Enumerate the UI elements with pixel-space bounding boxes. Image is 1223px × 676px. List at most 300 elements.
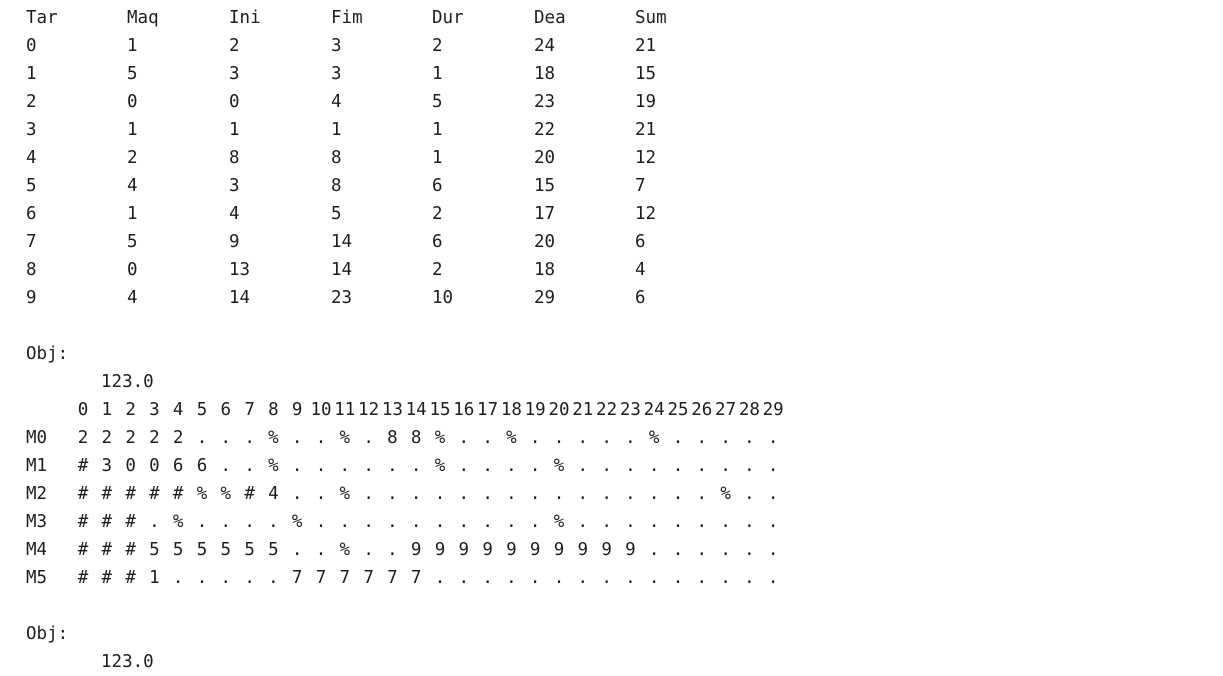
time-header: 8 <box>268 400 279 420</box>
gantt-cell: . <box>410 456 422 476</box>
gantt-cell: 0 <box>149 456 160 476</box>
objective-value: 123.0 <box>101 372 154 392</box>
table-cell: 2 <box>432 204 443 224</box>
gantt-cell: . <box>506 512 517 532</box>
gantt-cell: 6 <box>172 456 184 476</box>
gantt-cell: . <box>672 484 684 504</box>
gantt-cell: # <box>77 484 89 504</box>
time-header: 10 <box>310 400 332 420</box>
table-cell: 5 <box>127 64 138 84</box>
gantt-cell: . <box>648 540 660 560</box>
time-header: 1 <box>101 400 113 420</box>
gantt-cell: # <box>125 484 136 504</box>
table-cell: 10 <box>432 288 454 308</box>
gantt-cell: 2 <box>149 428 160 448</box>
gantt-cell: # <box>172 484 184 504</box>
table-cell: 12 <box>635 148 657 168</box>
table-cell: 5 <box>127 232 138 252</box>
time-header: 21 <box>572 400 594 420</box>
gantt-cell: % <box>648 428 660 448</box>
gantt-cell: . <box>672 568 684 588</box>
time-header: 19 <box>524 400 546 420</box>
gantt-objective-line <box>0 592 1223 672</box>
gantt-cell: # <box>125 540 136 560</box>
gantt-row <box>0 536 1223 564</box>
table-cell: 3 <box>331 36 342 56</box>
gantt-cell: . <box>363 456 374 476</box>
column-header: Fim <box>331 8 363 28</box>
table-cell: 3 <box>229 64 240 84</box>
time-header: 5 <box>196 400 208 420</box>
time-header: 17 <box>477 400 499 420</box>
machine-label: M0 <box>26 428 48 448</box>
gantt-cell: # <box>149 484 160 504</box>
table-cell: 8 <box>26 260 37 280</box>
time-header: 16 <box>453 400 475 420</box>
table-cell: 24 <box>534 36 556 56</box>
table-cell: 9 <box>26 288 37 308</box>
gantt-cell: . <box>220 568 232 588</box>
gantt-cell: . <box>696 428 708 448</box>
time-header: 6 <box>220 400 232 420</box>
gantt-cell: . <box>625 456 636 476</box>
time-header: 3 <box>149 400 160 420</box>
gantt-row <box>0 480 1223 508</box>
gantt-cell: . <box>720 540 731 560</box>
gantt-cell: . <box>625 568 636 588</box>
gantt-cell: 2 <box>77 428 89 448</box>
column-header: Tar <box>26 8 58 28</box>
time-header: 4 <box>172 400 184 420</box>
task-table-header <box>0 4 1223 32</box>
table-cell: 1 <box>331 120 342 140</box>
gantt-cell: 9 <box>506 540 517 560</box>
table-cell: 21 <box>635 36 657 56</box>
gantt-cell: 7 <box>410 568 422 588</box>
gantt-cell: . <box>601 428 612 448</box>
gantt-cell: . <box>196 428 208 448</box>
objective-value: 123.0 <box>101 652 154 672</box>
gantt-row <box>0 452 1223 480</box>
gantt-cell: . <box>696 540 708 560</box>
gantt-cell: # <box>125 568 136 588</box>
gantt-cell: . <box>315 512 327 532</box>
gantt-row <box>0 508 1223 536</box>
time-header: 27 <box>715 400 737 420</box>
table-cell: 0 <box>127 260 138 280</box>
machine-label: M4 <box>26 540 48 560</box>
table-cell: 6 <box>635 232 646 252</box>
gantt-row <box>0 424 1223 452</box>
gantt-cell: . <box>744 456 755 476</box>
gantt-cell: . <box>744 568 755 588</box>
task-objective-line <box>0 312 1223 392</box>
gantt-cell: . <box>648 512 660 532</box>
gantt-cell: . <box>767 484 779 504</box>
table-cell: 18 <box>534 260 556 280</box>
gantt-cell: . <box>720 428 731 448</box>
gantt-cell: 8 <box>387 428 398 448</box>
table-cell: 3 <box>26 120 37 140</box>
gantt-cell: 2 <box>101 428 113 448</box>
time-header: 15 <box>429 400 451 420</box>
table-cell: 0 <box>26 36 37 56</box>
gantt-cell: 7 <box>363 568 374 588</box>
gantt-cell: 5 <box>244 540 255 560</box>
gantt-cell: # <box>125 512 136 532</box>
gantt-cell: . <box>387 484 398 504</box>
gantt-cell: % <box>553 456 565 476</box>
gantt-cell: 5 <box>149 540 160 560</box>
time-header: 20 <box>548 400 570 420</box>
table-cell: 5 <box>432 92 443 112</box>
gantt-cell: . <box>625 512 636 532</box>
table-cell: 14 <box>331 260 353 280</box>
gantt-cell: . <box>767 540 779 560</box>
table-cell: 4 <box>331 92 342 112</box>
gantt-cell: . <box>648 484 660 504</box>
table-cell: 14 <box>331 232 353 252</box>
table-cell: 1 <box>229 120 240 140</box>
time-header: 11 <box>334 400 356 420</box>
table-cell: 3 <box>331 64 342 84</box>
gantt-cell: . <box>244 512 255 532</box>
table-cell: 18 <box>534 64 556 84</box>
gantt-cell: . <box>268 512 279 532</box>
gantt-cell: % <box>434 456 446 476</box>
gantt-cell: 0 <box>125 456 136 476</box>
gantt-cell: # <box>77 568 89 588</box>
gantt-cell: . <box>744 428 755 448</box>
table-cell: 22 <box>534 120 556 140</box>
table-cell: 21 <box>635 120 657 140</box>
gantt-cell: . <box>220 456 232 476</box>
time-header: 23 <box>619 400 641 420</box>
gantt-cell: % <box>196 484 208 504</box>
table-cell: 19 <box>635 92 657 112</box>
gantt-cell: . <box>601 484 612 504</box>
gantt-cell: . <box>577 568 589 588</box>
gantt-cell: % <box>268 428 279 448</box>
gantt-cell: 2 <box>172 428 184 448</box>
gantt-cell: . <box>363 512 374 532</box>
table-cell: 2 <box>432 36 443 56</box>
gantt-cell: . <box>577 428 589 448</box>
gantt-cell: . <box>220 428 232 448</box>
gantt-cell: . <box>553 568 565 588</box>
gantt-cell: . <box>244 428 255 448</box>
gantt-cell: . <box>601 512 612 532</box>
gantt-cell: % <box>506 428 517 448</box>
gantt-cell: 9 <box>529 540 541 560</box>
gantt-cell: . <box>220 512 232 532</box>
gantt-cell: . <box>434 484 446 504</box>
table-row <box>0 228 1223 256</box>
table-cell: 1 <box>432 120 443 140</box>
gantt-cell: 9 <box>410 540 422 560</box>
gantt-cell: . <box>720 456 731 476</box>
gantt-cell: . <box>672 428 684 448</box>
time-header: 7 <box>244 400 255 420</box>
gantt-cell: . <box>601 568 612 588</box>
table-row <box>0 88 1223 116</box>
table-cell: 7 <box>26 232 37 252</box>
gantt-cell: . <box>767 568 779 588</box>
gantt-cell: # <box>77 540 89 560</box>
gantt-cell: . <box>387 512 398 532</box>
table-cell: 6 <box>432 176 443 196</box>
gantt-cell: 4 <box>268 484 279 504</box>
table-cell: 15 <box>534 176 556 196</box>
time-header: 26 <box>691 400 713 420</box>
gantt-cell: . <box>172 568 184 588</box>
table-cell: 1 <box>26 64 37 84</box>
table-cell: 4 <box>26 148 37 168</box>
gantt-cell: . <box>601 456 612 476</box>
gantt-cell: . <box>291 484 303 504</box>
table-cell: 4 <box>635 260 646 280</box>
gantt-cell: . <box>529 568 541 588</box>
gantt-cell: 5 <box>268 540 279 560</box>
table-cell: 2 <box>127 148 138 168</box>
table-cell: 2 <box>229 36 240 56</box>
gantt-cell: . <box>529 512 541 532</box>
gantt-cell: . <box>553 484 565 504</box>
gantt-cell: . <box>767 428 779 448</box>
table-cell: 15 <box>635 64 657 84</box>
time-header: 14 <box>405 400 427 420</box>
gantt-cell: . <box>291 428 303 448</box>
gantt-cell: 9 <box>625 540 636 560</box>
gantt-cell: . <box>696 484 708 504</box>
gantt-cell: % <box>220 484 232 504</box>
gantt-cell: . <box>434 568 446 588</box>
gantt-cell: . <box>720 512 731 532</box>
table-cell: 3 <box>229 176 240 196</box>
time-header: 22 <box>596 400 618 420</box>
table-cell: 6 <box>26 204 37 224</box>
gantt-cell: . <box>339 512 351 532</box>
table-cell: 23 <box>534 92 556 112</box>
table-cell: 5 <box>331 204 342 224</box>
time-header: 12 <box>358 400 380 420</box>
gantt-cell: . <box>244 456 255 476</box>
gantt-cell: . <box>553 428 565 448</box>
gantt-cell: . <box>482 512 493 532</box>
table-row <box>0 256 1223 284</box>
machine-label: M2 <box>26 484 48 504</box>
gantt-cell: . <box>315 428 327 448</box>
column-header: Dur <box>432 8 464 28</box>
table-cell: 4 <box>229 204 240 224</box>
table-cell: 5 <box>26 176 37 196</box>
table-cell: 0 <box>229 92 240 112</box>
gantt-cell: . <box>363 540 374 560</box>
table-cell: 29 <box>534 288 556 308</box>
gantt-cell: 5 <box>220 540 232 560</box>
gantt-cell: % <box>268 456 279 476</box>
table-cell: 1 <box>432 64 443 84</box>
time-header: 24 <box>643 400 665 420</box>
gantt-cell: . <box>387 456 398 476</box>
table-cell: 12 <box>635 204 657 224</box>
gantt-cell: % <box>434 428 446 448</box>
gantt-cell: . <box>482 484 493 504</box>
gantt-cell: . <box>244 568 255 588</box>
table-cell: 13 <box>229 260 251 280</box>
time-header: 9 <box>291 400 303 420</box>
gantt-cell: . <box>458 456 470 476</box>
gantt-cell: % <box>339 428 351 448</box>
objective-label: Obj: <box>26 344 69 364</box>
gantt-cell: . <box>458 568 470 588</box>
table-cell: 1 <box>127 204 138 224</box>
gantt-cell: . <box>577 456 589 476</box>
gantt-cell: . <box>506 484 517 504</box>
gantt-cell: # <box>101 512 113 532</box>
gantt-cell: 2 <box>125 428 136 448</box>
column-header: Dea <box>534 8 566 28</box>
time-header: 25 <box>667 400 689 420</box>
gantt-cell: 3 <box>101 456 113 476</box>
gantt-cell: . <box>410 484 422 504</box>
table-cell: 1 <box>127 36 138 56</box>
table-cell: 8 <box>229 148 240 168</box>
gantt-cell: 5 <box>172 540 184 560</box>
gantt-cell: . <box>648 456 660 476</box>
gantt-cell: . <box>577 512 589 532</box>
gantt-cell: . <box>625 428 636 448</box>
time-header: 2 <box>125 400 136 420</box>
table-cell: 20 <box>534 232 556 252</box>
gantt-cell: . <box>458 428 470 448</box>
column-header: Ini <box>229 8 261 28</box>
table-cell: 7 <box>635 176 646 196</box>
table-row <box>0 32 1223 60</box>
gantt-cell: 9 <box>482 540 493 560</box>
gantt-cell: % <box>291 512 303 532</box>
gantt-cell: 9 <box>601 540 612 560</box>
gantt-cell: . <box>482 568 493 588</box>
gantt-cell: % <box>553 512 565 532</box>
machine-label: M1 <box>26 456 48 476</box>
gantt-cell: . <box>744 512 755 532</box>
gantt-cell: . <box>672 456 684 476</box>
table-cell: 4 <box>127 176 138 196</box>
table-cell: 14 <box>229 288 251 308</box>
gantt-cell: . <box>767 456 779 476</box>
gantt-cell: . <box>648 568 660 588</box>
gantt-cell: # <box>77 512 89 532</box>
table-cell: 8 <box>331 148 342 168</box>
gantt-cell: . <box>720 568 731 588</box>
gantt-cell: . <box>577 484 589 504</box>
table-cell: 8 <box>331 176 342 196</box>
gantt-cell: . <box>315 484 327 504</box>
gantt-cell: 7 <box>387 568 398 588</box>
table-row <box>0 116 1223 144</box>
gantt-cell: 7 <box>291 568 303 588</box>
gantt-cell: . <box>506 568 517 588</box>
gantt-cell: 6 <box>196 456 208 476</box>
gantt-cell: . <box>672 540 684 560</box>
gantt-cell: . <box>268 568 279 588</box>
gantt-cell: . <box>506 456 517 476</box>
gantt-cell: 5 <box>196 540 208 560</box>
gantt-cell: . <box>482 428 493 448</box>
gantt-cell: 9 <box>577 540 589 560</box>
gantt-cell: . <box>482 456 493 476</box>
gantt-cell: . <box>529 428 541 448</box>
gantt-cell: 7 <box>315 568 327 588</box>
gantt-cell: 9 <box>553 540 565 560</box>
time-header: 0 <box>77 400 89 420</box>
gantt-cell: . <box>315 456 327 476</box>
gantt-cell: . <box>529 456 541 476</box>
gantt-cell: . <box>387 540 398 560</box>
column-header: Sum <box>635 8 667 28</box>
table-row <box>0 60 1223 88</box>
table-cell: 1 <box>127 120 138 140</box>
gantt-cell: . <box>744 484 755 504</box>
table-cell: 1 <box>432 148 443 168</box>
gantt-cell: 7 <box>339 568 351 588</box>
gantt-cell: % <box>720 484 731 504</box>
gantt-cell: 9 <box>434 540 446 560</box>
gantt-cell: . <box>291 456 303 476</box>
gantt-cell: 1 <box>149 568 160 588</box>
time-header: 13 <box>381 400 403 420</box>
gantt-cell: # <box>101 568 113 588</box>
gantt-cell: . <box>291 540 303 560</box>
gantt-cell: . <box>458 512 470 532</box>
gantt-cell: . <box>410 512 422 532</box>
gantt-cell: . <box>672 512 684 532</box>
gantt-cell: 8 <box>410 428 422 448</box>
gantt-cell: % <box>339 484 351 504</box>
objective-label: Obj: <box>26 624 69 644</box>
table-cell: 6 <box>432 232 443 252</box>
table-cell: 9 <box>229 232 240 252</box>
gantt-cell: . <box>696 568 708 588</box>
time-header: 28 <box>738 400 760 420</box>
gantt-cell: # <box>101 484 113 504</box>
gantt-cell: . <box>434 512 446 532</box>
gantt-cell: . <box>625 484 636 504</box>
table-row <box>0 284 1223 312</box>
gantt-cell: . <box>339 456 351 476</box>
gantt-cell: . <box>744 540 755 560</box>
gantt-cell: . <box>363 484 374 504</box>
time-header: 29 <box>762 400 784 420</box>
table-cell: 23 <box>331 288 353 308</box>
gantt-cell: . <box>196 568 208 588</box>
column-header: Maq <box>127 8 159 28</box>
table-cell: 4 <box>127 288 138 308</box>
table-cell: 2 <box>432 260 443 280</box>
gantt-cell: . <box>196 512 208 532</box>
gantt-cell: . <box>767 512 779 532</box>
table-cell: 17 <box>534 204 556 224</box>
table-cell: 6 <box>635 288 646 308</box>
table-row <box>0 144 1223 172</box>
gantt-cell: % <box>172 512 184 532</box>
table-row <box>0 200 1223 228</box>
gantt-cell: . <box>363 428 374 448</box>
gantt-cell: % <box>339 540 351 560</box>
gantt-cell: . <box>149 512 160 532</box>
table-row <box>0 172 1223 200</box>
